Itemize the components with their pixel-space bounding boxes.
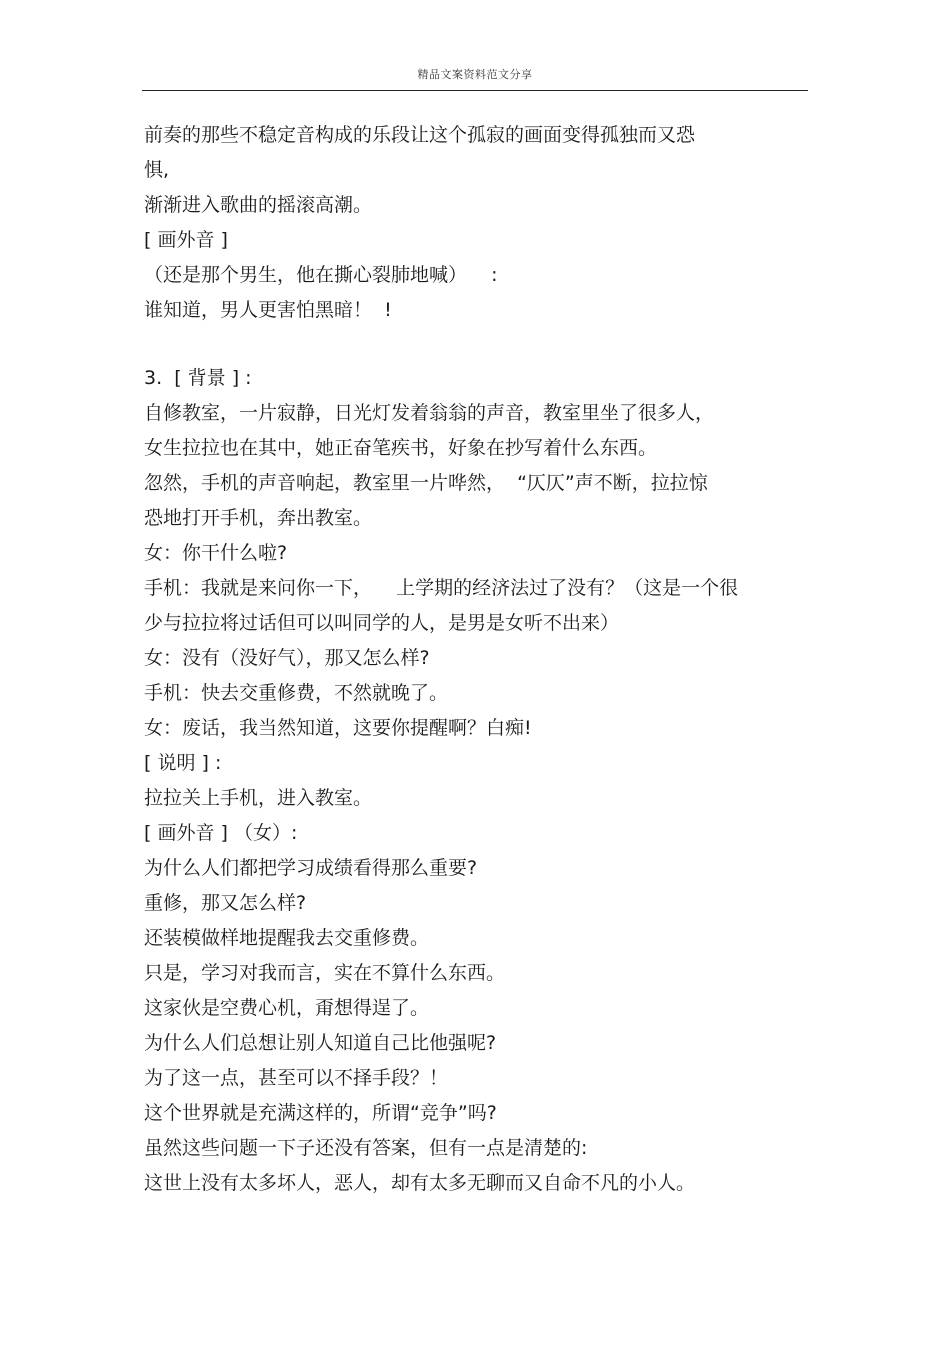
text-line: 重修，那又怎么样? bbox=[144, 892, 307, 914]
paragraph-spacer bbox=[144, 328, 804, 361]
text-line: 女生拉拉也在其中，她正奋笔疾书，好象在抄写着什么东西。 bbox=[144, 437, 658, 459]
text-line: 忽然，手机的声音响起，教室里一片哗然， “仄仄”声不断，拉拉惊 bbox=[144, 472, 708, 494]
text-line: 恐地打开手机，奔出教室。 bbox=[144, 507, 373, 529]
text-line: 渐渐进入歌曲的摇滚高潮。 bbox=[144, 194, 373, 216]
page-header-title: 精品文案资料范文分享 bbox=[417, 68, 533, 81]
text-line: 自修教室，一片寂静，日光灯发着翁翁的声音，教室里坐了很多人， bbox=[144, 402, 715, 424]
text-line: 少与拉拉将过话但可以叫同学的人，是男是女听不出来） bbox=[144, 612, 620, 634]
text-line: 手机：我就是来问你一下， 上学期的经济法过了没有？（这是一个很 bbox=[144, 577, 739, 599]
text-line: 谁知道，男人更害怕黑暗！ ! bbox=[144, 299, 392, 321]
text-line: 手机：快去交重修费，不然就晚了。 bbox=[144, 682, 449, 704]
text-line: 只是，学习对我而言，实在不算什么东西。 bbox=[144, 962, 506, 984]
text-line: 女：你干什么啦? bbox=[144, 542, 288, 564]
header-divider bbox=[142, 90, 808, 91]
text-line: 前奏的那些不稳定音构成的乐段让这个孤寂的画面变得孤独而又恐 bbox=[144, 124, 696, 146]
text-line: 这家伙是空费心机，甭想得逞了。 bbox=[144, 997, 430, 1019]
text-line: [ 画外音 ] （女）: bbox=[144, 822, 298, 844]
paragraph-group-2 bbox=[144, 361, 804, 1201]
text-line: 惧, bbox=[144, 159, 170, 181]
text-line: 这世上没有太多坏人，恶人，却有太多无聊而又自命不凡的小人。 bbox=[144, 1172, 696, 1194]
text-line: 虽然这些问题一下子还没有答案，但有一点是清楚的: bbox=[144, 1137, 588, 1159]
text-line: [ 画外音 ] bbox=[144, 229, 228, 251]
section-heading: 3. [ 背景 ] : bbox=[144, 367, 252, 389]
paragraph-group-1 bbox=[144, 118, 804, 328]
text-line: 这个世界就是充满这样的，所谓“竞争”吗? bbox=[144, 1102, 497, 1124]
text-line: （还是那个男生，他在撕心裂肺地喊） : bbox=[144, 264, 498, 286]
text-line: 为什么人们都把学习成绩看得那么重要? bbox=[144, 857, 478, 879]
text-line: 女：没有（没好气），那又怎么样? bbox=[144, 647, 430, 669]
text-line: 还装模做样地提醒我去交重修费。 bbox=[144, 927, 430, 949]
text-line: 为什么人们总想让别人知道自己比他强呢? bbox=[144, 1032, 497, 1054]
document-body bbox=[144, 118, 804, 1201]
text-line: 为了这一点，甚至可以不择手段？！ bbox=[144, 1067, 449, 1089]
text-line: [ 说明 ] : bbox=[144, 752, 222, 774]
text-line: 拉拉关上手机，进入教室。 bbox=[144, 787, 373, 809]
text-line: 女：废话，我当然知道，这要你提醒啊？白痴! bbox=[144, 717, 532, 739]
